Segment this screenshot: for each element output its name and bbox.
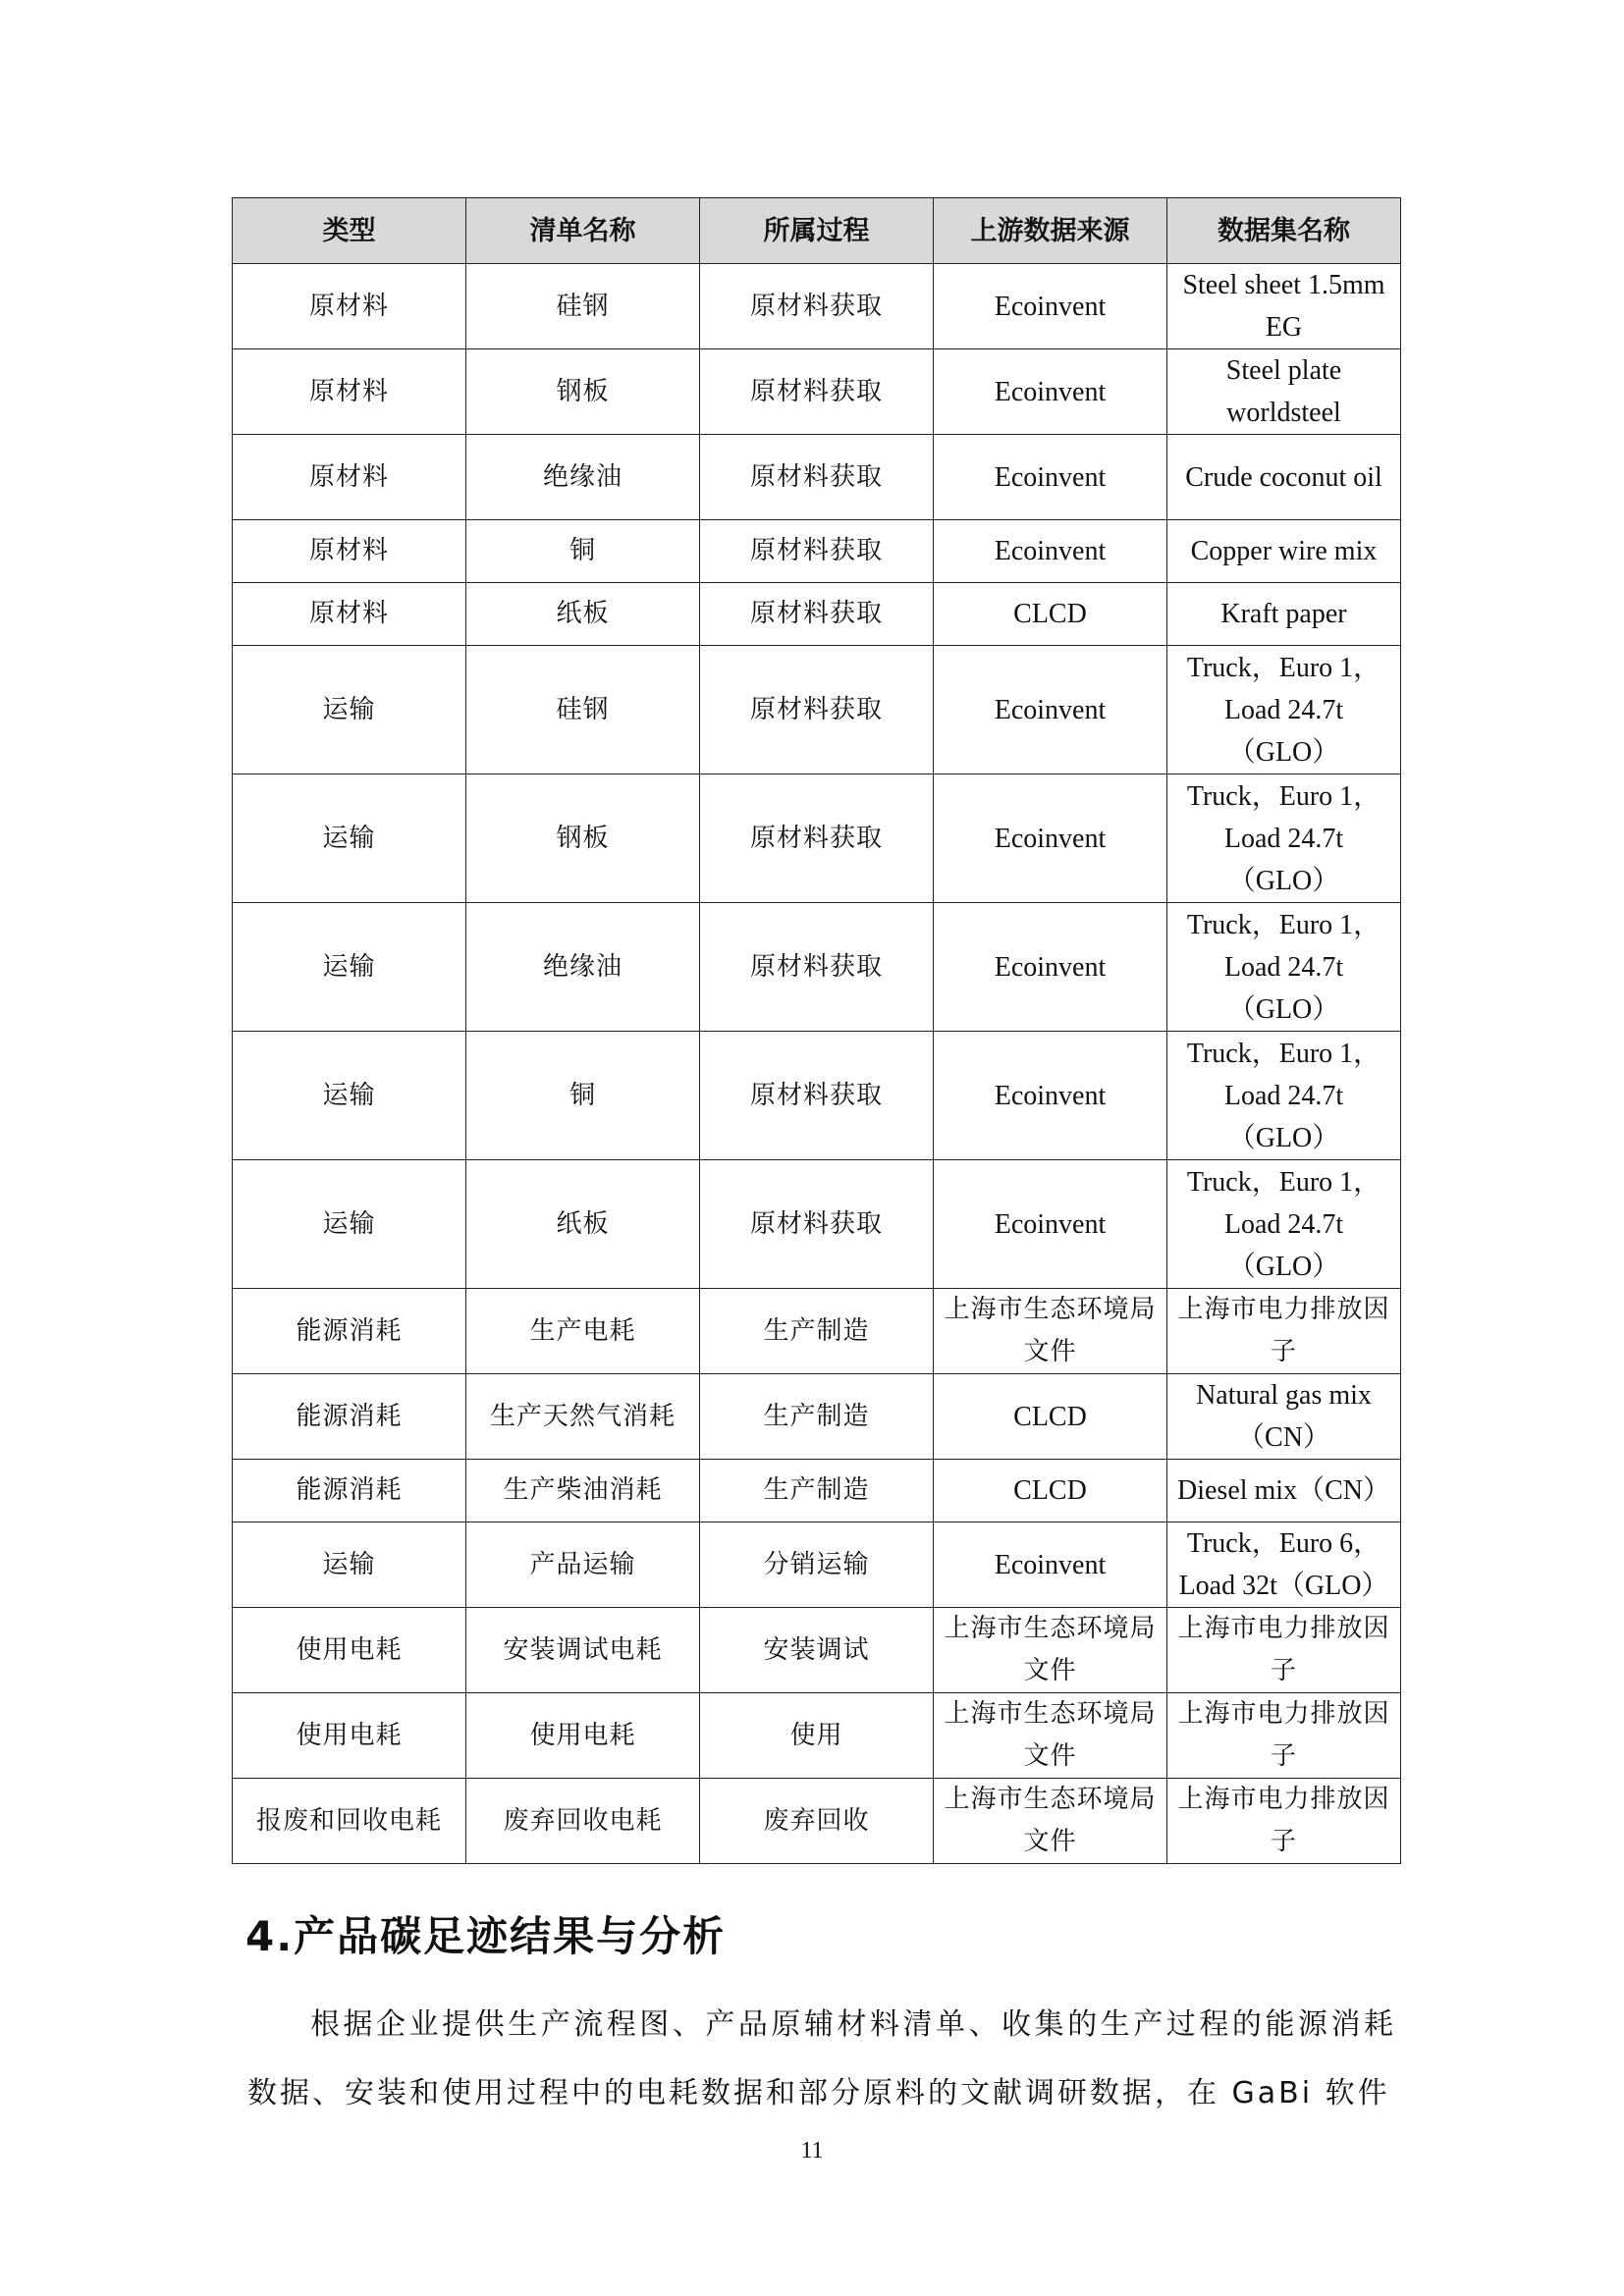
cell-inventory-name: 钢板 (466, 349, 700, 435)
cell-process: 原材料获取 (700, 903, 934, 1032)
cell-process: 原材料获取 (700, 583, 934, 646)
cell-type: 运输 (233, 774, 466, 903)
table-row (233, 1289, 1401, 1374)
cell-inventory-name: 安装调试电耗 (466, 1608, 700, 1693)
cell-dataset-name: Copper wire mix (1167, 520, 1401, 583)
cell-dataset-name: Steel sheet 1.5mm EG (1167, 264, 1401, 349)
cell-upstream-source: 上海市生态环境局文件 (934, 1693, 1167, 1779)
cell-inventory-name: 硅钢 (466, 646, 700, 774)
table-row (233, 774, 1401, 903)
header-type: 类型 (233, 198, 466, 264)
cell-inventory-name: 绝缘油 (466, 903, 700, 1032)
cell-type: 运输 (233, 903, 466, 1032)
cell-dataset-name: Steel plate worldsteel (1167, 349, 1401, 435)
cell-process: 原材料获取 (700, 1032, 934, 1160)
header-upstream-source: 上游数据来源 (934, 198, 1167, 264)
cell-type: 使用电耗 (233, 1608, 466, 1693)
cell-type: 运输 (233, 1522, 466, 1608)
cell-dataset-name: Truck，Euro 1，Load 24.7t（GLO） (1167, 774, 1401, 903)
cell-dataset-name: 上海市电力排放因子 (1167, 1608, 1401, 1693)
table-row (233, 264, 1401, 349)
table-row (233, 1374, 1401, 1460)
cell-type: 原材料 (233, 520, 466, 583)
cell-dataset-name: Natural gas mix（CN） (1167, 1374, 1401, 1460)
header-inventory-name: 清单名称 (466, 198, 700, 264)
cell-upstream-source: Ecoinvent (934, 435, 1167, 520)
table-row (233, 1522, 1401, 1608)
cell-inventory-name: 产品运输 (466, 1522, 700, 1608)
table-row (233, 435, 1401, 520)
cell-upstream-source: 上海市生态环境局文件 (934, 1779, 1167, 1864)
cell-process: 废弃回收 (700, 1779, 934, 1864)
header-process: 所属过程 (700, 198, 934, 264)
cell-process: 原材料获取 (700, 774, 934, 903)
cell-process: 原材料获取 (700, 435, 934, 520)
cell-inventory-name: 绝缘油 (466, 435, 700, 520)
table-row (233, 1693, 1401, 1779)
cell-process: 安装调试 (700, 1608, 934, 1693)
table-row (233, 1160, 1401, 1289)
section-heading: 4.产品碳足迹结果与分析 (245, 1912, 727, 1960)
cell-process: 使用 (700, 1693, 934, 1779)
body-paragraph: 根据企业提供生产流程图、产品原辅材料清单、收集的生产过程的能源消耗数据、安装和使用过程中的电耗数据和部分原料的文献调研数据，在 GaBi 软件 (247, 2007, 1396, 2110)
cell-dataset-name: Truck，Euro 1，Load 24.7t（GLO） (1167, 1032, 1401, 1160)
cell-process: 生产制造 (700, 1289, 934, 1374)
cell-dataset-name: Truck，Euro 6，Load 32t（GLO） (1167, 1522, 1401, 1608)
cell-type: 能源消耗 (233, 1460, 466, 1522)
cell-dataset-name: 上海市电力排放因子 (1167, 1779, 1401, 1864)
cell-dataset-name: Crude coconut oil (1167, 435, 1401, 520)
cell-upstream-source: CLCD (934, 583, 1167, 646)
table-row (233, 646, 1401, 774)
cell-inventory-name: 生产柴油消耗 (466, 1460, 700, 1522)
table-row (233, 520, 1401, 583)
cell-process: 生产制造 (700, 1374, 934, 1460)
cell-type: 原材料 (233, 264, 466, 349)
cell-type: 报废和回收电耗 (233, 1779, 466, 1864)
cell-inventory-name: 钢板 (466, 774, 700, 903)
page-number: 11 (800, 2138, 824, 2163)
cell-type: 运输 (233, 646, 466, 774)
cell-process: 原材料获取 (700, 646, 934, 774)
cell-upstream-source: Ecoinvent (934, 1160, 1167, 1289)
table-row (233, 1608, 1401, 1693)
table-row (233, 1779, 1401, 1864)
cell-upstream-source: Ecoinvent (934, 646, 1167, 774)
cell-type: 能源消耗 (233, 1289, 466, 1374)
cell-inventory-name: 生产电耗 (466, 1289, 700, 1374)
cell-inventory-name: 废弃回收电耗 (466, 1779, 700, 1864)
cell-upstream-source: Ecoinvent (934, 264, 1167, 349)
table-row (233, 1032, 1401, 1160)
table-row (233, 1460, 1401, 1522)
cell-inventory-name: 纸板 (466, 583, 700, 646)
cell-inventory-name: 硅钢 (466, 264, 700, 349)
cell-process: 分销运输 (700, 1522, 934, 1608)
cell-dataset-name: Diesel mix（CN） (1167, 1460, 1401, 1522)
cell-dataset-name: 上海市电力排放因子 (1167, 1289, 1401, 1374)
cell-upstream-source: CLCD (934, 1460, 1167, 1522)
cell-type: 运输 (233, 1032, 466, 1160)
table-row (233, 349, 1401, 435)
cell-upstream-source: Ecoinvent (934, 520, 1167, 583)
cell-dataset-name: Truck，Euro 1，Load 24.7t（GLO） (1167, 1160, 1401, 1289)
dataset-table (232, 197, 1401, 1864)
cell-upstream-source: Ecoinvent (934, 349, 1167, 435)
cell-type: 原材料 (233, 583, 466, 646)
cell-process: 生产制造 (700, 1460, 934, 1522)
table-header-row (233, 198, 1401, 264)
cell-type: 使用电耗 (233, 1693, 466, 1779)
cell-inventory-name: 使用电耗 (466, 1693, 700, 1779)
cell-upstream-source: Ecoinvent (934, 774, 1167, 903)
cell-dataset-name: Truck，Euro 1，Load 24.7t（GLO） (1167, 646, 1401, 774)
cell-dataset-name: Kraft paper (1167, 583, 1401, 646)
cell-type: 能源消耗 (233, 1374, 466, 1460)
cell-dataset-name: Truck，Euro 1，Load 24.7t（GLO） (1167, 903, 1401, 1032)
cell-upstream-source: 上海市生态环境局文件 (934, 1608, 1167, 1693)
cell-inventory-name: 纸板 (466, 1160, 700, 1289)
cell-inventory-name: 铜 (466, 1032, 700, 1160)
cell-upstream-source: Ecoinvent (934, 903, 1167, 1032)
cell-process: 原材料获取 (700, 264, 934, 349)
cell-upstream-source: CLCD (934, 1374, 1167, 1460)
header-dataset-name: 数据集名称 (1167, 198, 1401, 264)
cell-process: 原材料获取 (700, 520, 934, 583)
cell-type: 运输 (233, 1160, 466, 1289)
cell-upstream-source: 上海市生态环境局文件 (934, 1289, 1167, 1374)
cell-type: 原材料 (233, 435, 466, 520)
cell-upstream-source: Ecoinvent (934, 1032, 1167, 1160)
table-row (233, 903, 1401, 1032)
cell-upstream-source: Ecoinvent (934, 1522, 1167, 1608)
cell-type: 原材料 (233, 349, 466, 435)
table-row (233, 583, 1401, 646)
cell-inventory-name: 铜 (466, 520, 700, 583)
cell-process: 原材料获取 (700, 349, 934, 435)
cell-inventory-name: 生产天然气消耗 (466, 1374, 700, 1460)
cell-process: 原材料获取 (700, 1160, 934, 1289)
cell-dataset-name: 上海市电力排放因子 (1167, 1693, 1401, 1779)
